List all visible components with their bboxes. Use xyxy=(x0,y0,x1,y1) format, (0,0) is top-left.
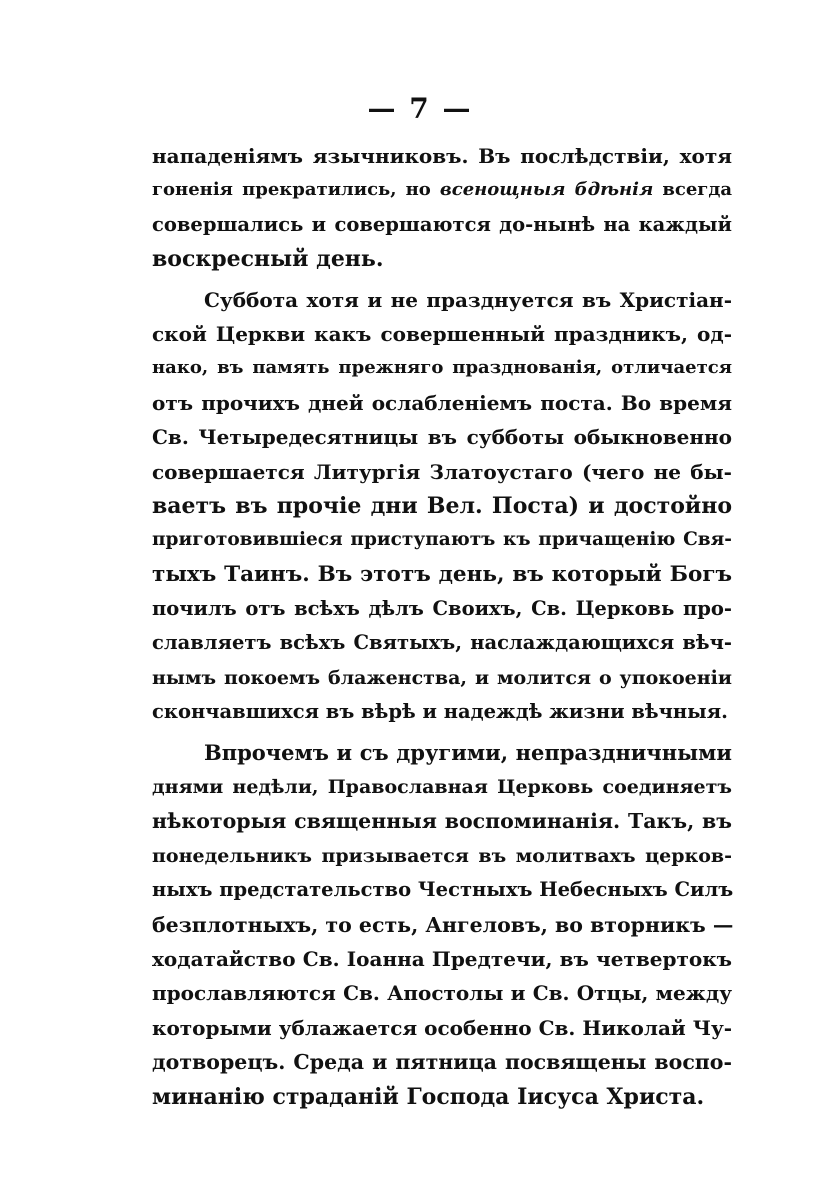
text-line: ваетъ въ прочіе дни Вел. Поста) и достойно xyxy=(152,492,732,519)
text-line: ской Церкви какъ совершенный праздникъ, од- xyxy=(152,321,732,346)
page-number: — 7 — xyxy=(367,92,473,125)
text-line xyxy=(152,173,732,207)
text-line: скончавшихся въ вѣрѣ и надеждѣ жизни вѣчныя. xyxy=(152,700,728,724)
text-line: минанію страданій Господа Іисуса Христа. xyxy=(152,1083,705,1110)
text-line: воскресный день. xyxy=(152,246,384,273)
text-line: Св. Четыредесятницы въ субботы обыкновенно xyxy=(152,425,732,450)
text-line: совершались и совершаются до-нынѣ на каждый xyxy=(152,212,732,236)
text-line: Суббота хотя и не празднуется въ Христіан- xyxy=(204,287,732,312)
body-text xyxy=(152,139,732,1114)
text-line: отъ прочихъ дней ослабленіемъ поста. Во время xyxy=(152,390,732,415)
text-line: которыми ублажается особенно Св. Николай Чу- xyxy=(152,1015,733,1040)
text-line: тыхъ Таинъ. Въ этотъ день, въ который Богъ xyxy=(152,561,732,587)
text-line: безплотныхъ, то есть, Ангеловъ, во вторникъ — xyxy=(152,912,734,937)
text-run: гоненія прекратились, но xyxy=(152,179,440,201)
paragraph xyxy=(152,736,732,1114)
text-line: прославляются Св. Апостолы и Св. Отцы, между xyxy=(152,981,732,1006)
text-line: дотворецъ. Среда и пятница посвящены воспо- xyxy=(152,1050,732,1075)
text-line: ходатайство Св. Іоанна Предтечи, въ четвертокъ xyxy=(152,946,732,971)
text-line: ныхъ предстательство Честныхъ Небесныхъ Силъ xyxy=(152,878,734,902)
text-line: днями недѣли, Православная Церковь соединяетъ xyxy=(152,776,732,799)
text-line: нако, въ память прежняго празднованія, отличается xyxy=(152,357,732,379)
text-line: понедельникъ призывается въ молитвахъ церков- xyxy=(152,844,732,867)
text-line: Впрочемъ и съ другими, непраздничными xyxy=(204,739,732,765)
text-line: славляетъ всѣхъ Святыхъ, наслаждающихся вѣч- xyxy=(152,631,732,655)
text-line: нѣкоторыя священныя воспоминанія. Такъ, въ xyxy=(152,809,732,834)
text-line: почилъ отъ всѣхъ дѣлъ Своихъ, Св. Церковь про- xyxy=(152,597,732,621)
text-line: приготовившіеся приступаютъ къ причащенію Свя- xyxy=(152,529,732,551)
text-line: нымъ покоемъ блаженства, и молится о упокоеніи xyxy=(152,666,732,689)
paragraph xyxy=(152,139,732,277)
text-line: совершается Литургія Златоустаго (чего не бы- xyxy=(152,459,732,484)
paragraph xyxy=(152,283,732,730)
italic-term: всенощныя бдѣнія xyxy=(439,179,654,201)
text-run: всегда xyxy=(653,179,732,201)
text-line: нападеніямъ язычниковъ. Въ послѣдствіи, хотя xyxy=(152,144,732,168)
